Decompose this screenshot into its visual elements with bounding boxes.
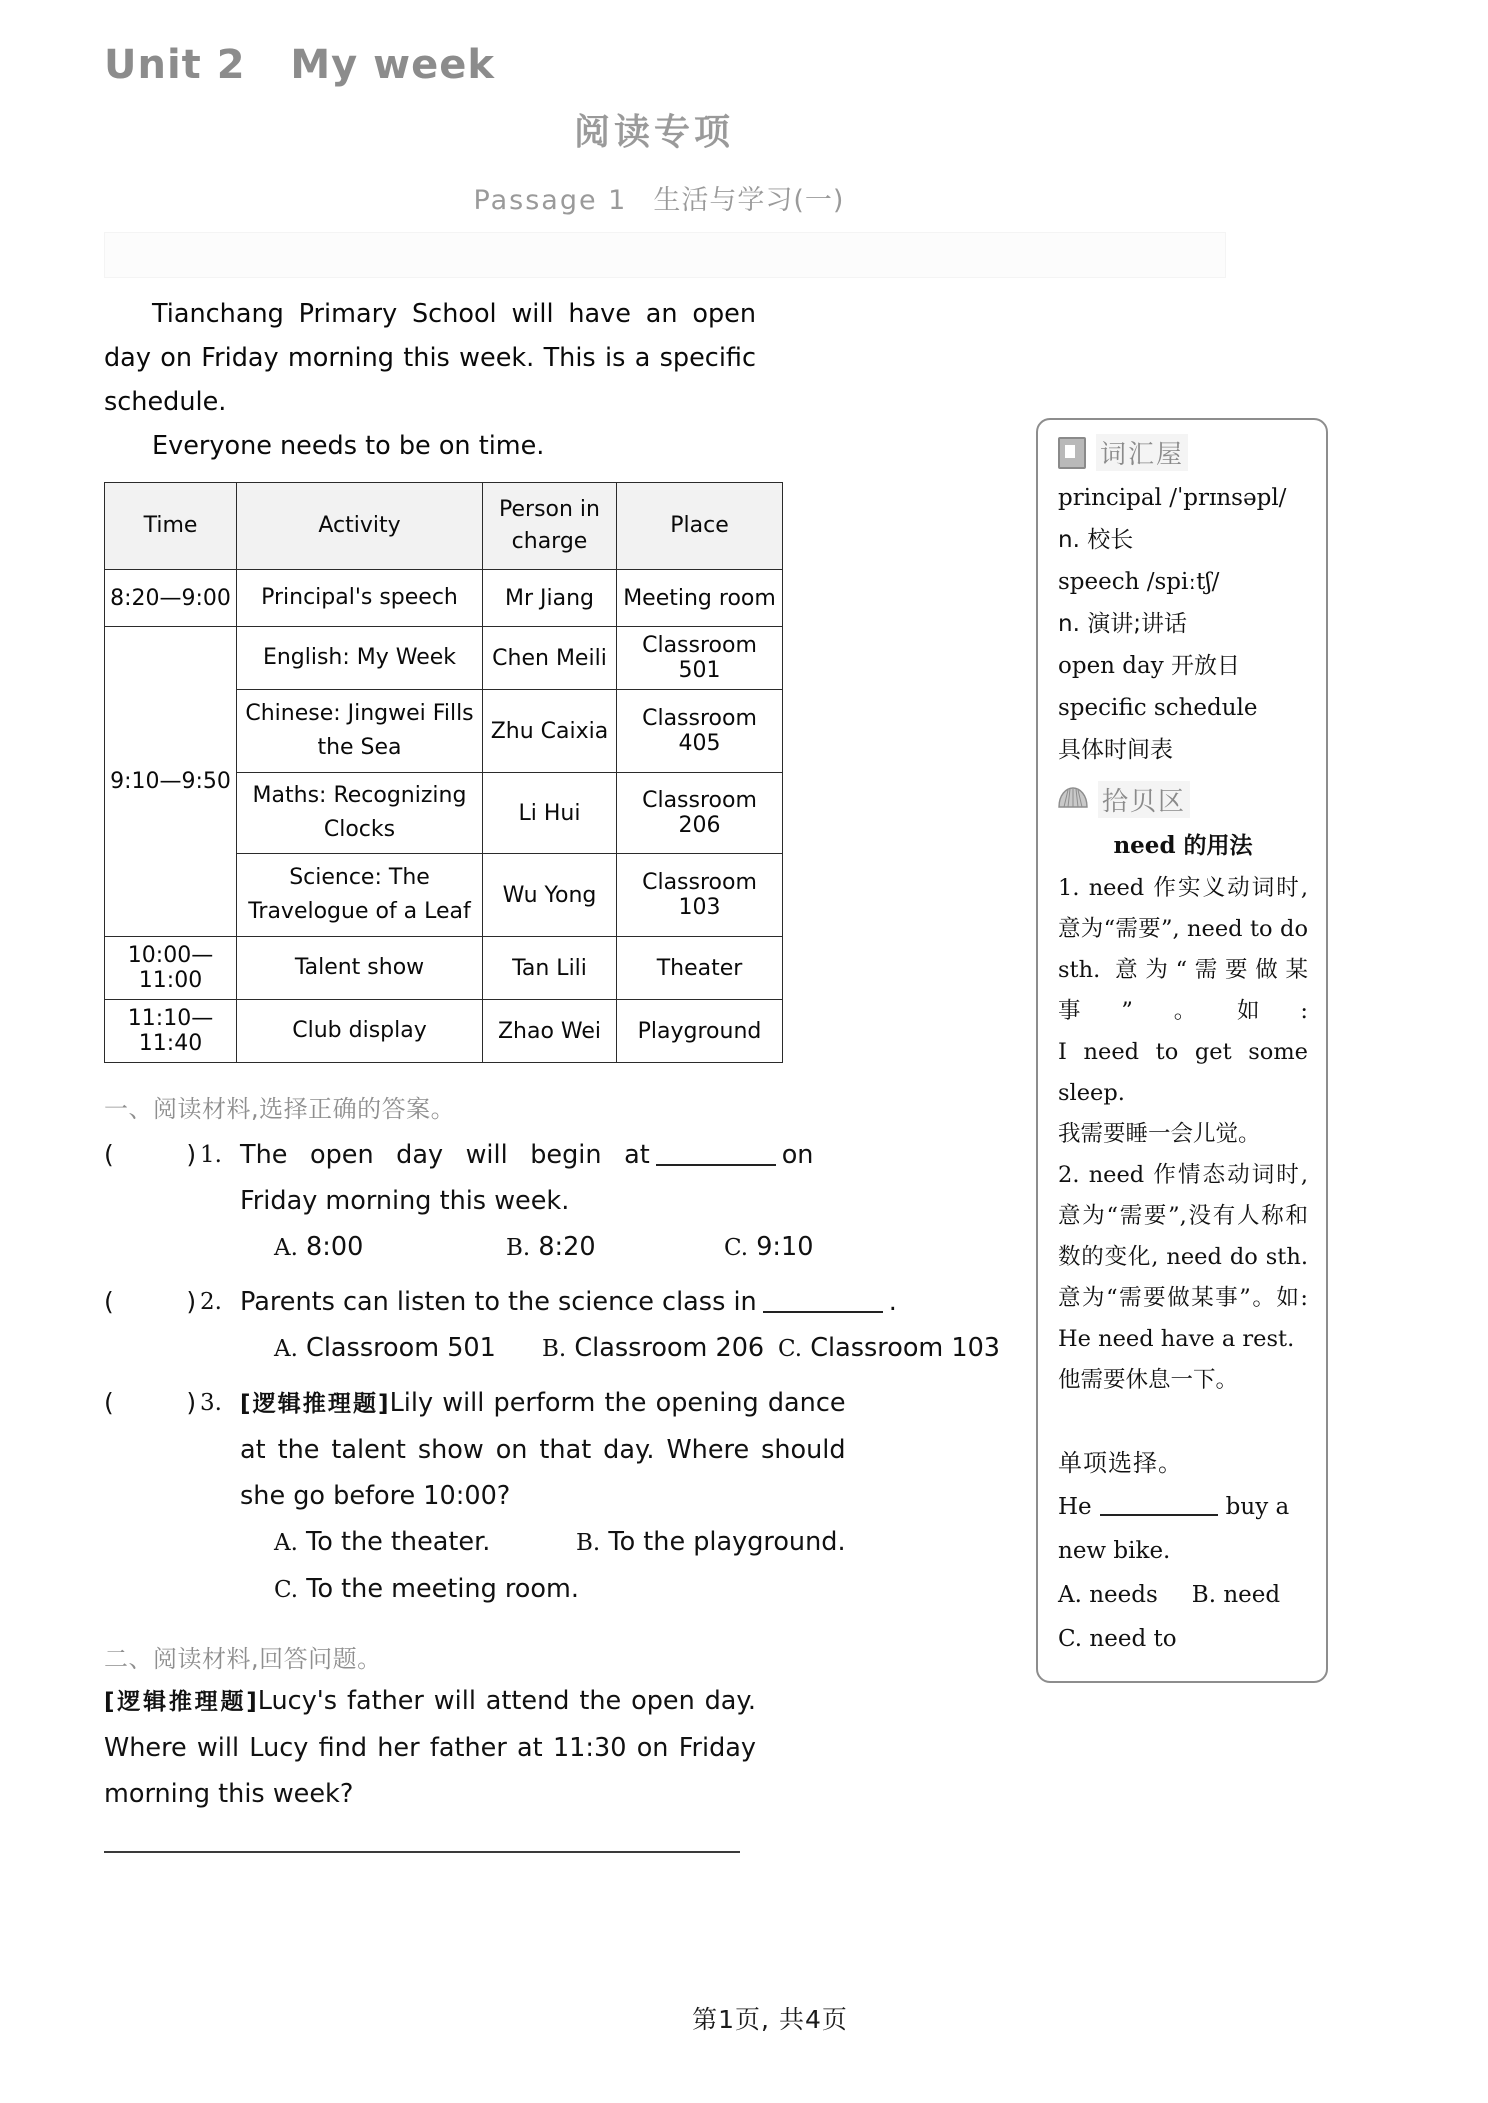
passage-label: Passage 1: [473, 185, 628, 216]
quiz-options-row-2: [1058, 1617, 1308, 1661]
part-two-question: [104, 1678, 756, 1817]
vocab-entry: principal /ˈprɪnsəpl/: [1058, 485, 1287, 511]
unit-title: Unit 2 My week: [104, 42, 495, 88]
vocab-entry: specific schedule: [1058, 695, 1258, 721]
option-2-b[interactable]: B. Classroom 206: [542, 1333, 765, 1363]
question-stem-1a: The open day will begin at: [240, 1140, 650, 1170]
cell-activity: Maths: Recognizing Clocks: [237, 773, 483, 854]
answer-blank-2[interactable]: [763, 1289, 883, 1313]
passage-subtitle: [0, 178, 1488, 217]
option-3-b[interactable]: B. To the playground.: [576, 1527, 846, 1557]
cell-person: Mr Jiang: [483, 570, 617, 627]
quiz-options-row-1: [1058, 1573, 1308, 1617]
question-body-2: [240, 1279, 1000, 1372]
vocab-entry: open day 开放日: [1058, 653, 1241, 679]
grammar-paragraph: 2. need 作情态动词时,意为“需要”,没有人称和数的变化, need do sth. 意为“需要做某事”。如:: [1058, 1162, 1308, 1311]
main-content-column: [104, 292, 1001, 1853]
section-title: 阅读专项: [573, 112, 734, 153]
grammar-box-header: [1058, 781, 1308, 818]
options-row-3b: [274, 1566, 846, 1613]
cell-time: 9:10—9:50: [105, 627, 237, 937]
option-3-c[interactable]: C. To the meeting room.: [274, 1574, 579, 1604]
cell-person: Chen Meili: [483, 627, 617, 690]
quiz-option-b[interactable]: B. need: [1191, 1582, 1281, 1608]
grammar-box-title: 拾贝区: [1098, 781, 1190, 818]
grammar-paragraph: 1. need 作实义动词时,意为“需要”, need to do sth. 意为“需要做某事”。如:: [1058, 875, 1308, 1024]
question-1: [104, 1132, 814, 1271]
question-type-tag-3: [逻辑推理题]: [240, 1391, 390, 1417]
vocab-entry: n. 校长: [1058, 527, 1134, 553]
table-row: [105, 1000, 783, 1063]
options-row-2: [274, 1325, 1000, 1372]
cell-activity: English: My Week: [237, 627, 483, 690]
cell-place: Classroom 206: [617, 773, 783, 854]
question-stem-1b: on Friday morning this week.: [240, 1140, 814, 1216]
question-number-1: 1.: [200, 1142, 222, 1168]
cell-person: Zhao Wei: [483, 1000, 617, 1063]
option-1-a[interactable]: A. 8:00: [274, 1232, 364, 1262]
quiz-stem-after: buy a new bike.: [1058, 1494, 1290, 1564]
grammar-example-cn: 我需要睡一会儿觉。: [1058, 1121, 1261, 1147]
schedule-table: [104, 482, 783, 1063]
question-2: [104, 1279, 1001, 1372]
vocab-entry: 具体时间表: [1058, 737, 1173, 763]
question-number-3: 3.: [200, 1390, 222, 1416]
cell-activity: Principal's speech: [237, 570, 483, 627]
question-3: [104, 1380, 846, 1613]
option-3-a[interactable]: A. To the theater.: [274, 1527, 491, 1557]
column-header-time: Time: [105, 483, 237, 570]
header-divider-band: [104, 232, 1226, 278]
quiz-option-c[interactable]: C. need to: [1058, 1626, 1177, 1652]
passage-topic: 生活与学习(一): [653, 185, 845, 216]
option-1-c[interactable]: C. 9:10: [724, 1232, 814, 1262]
grammar-example-en: He need have a rest.: [1058, 1326, 1295, 1352]
cell-person: Li Hui: [483, 773, 617, 854]
answer-line[interactable]: [104, 1851, 740, 1853]
spacer: [1058, 1401, 1308, 1441]
question-number-2: 2.: [200, 1289, 222, 1315]
question-stem-2b: .: [888, 1287, 897, 1317]
cell-place: Classroom 405: [617, 690, 783, 773]
cell-place: Playground: [617, 1000, 783, 1063]
column-header-place: Place: [617, 483, 783, 570]
cell-place: Theater: [617, 937, 783, 1000]
cell-person: Zhu Caixia: [483, 690, 617, 773]
quiz-question: [1058, 1485, 1308, 1573]
page-footer: 第1页, 共4页: [692, 2005, 848, 2034]
cell-person: Wu Yong: [483, 854, 617, 937]
option-1-b[interactable]: B. 8:20: [506, 1232, 596, 1262]
question-stem-2a: Parents can listen to the science class in: [240, 1287, 757, 1317]
cell-time: 11:10—11:40: [105, 1000, 237, 1063]
passage-paragraph-1: Tianchang Primary School will have an open day on Friday morning this week. This is a specific schedule.: [104, 299, 756, 417]
vocab-box-title: 词汇屋: [1096, 434, 1188, 471]
grammar-example-en: I need to get some sleep.: [1058, 1039, 1308, 1106]
sidebar-panel: [1036, 418, 1328, 1683]
cell-person: Tan Lili: [483, 937, 617, 1000]
quiz-stem-before: He: [1058, 1494, 1092, 1520]
vocab-entry-list: [1058, 477, 1308, 771]
quiz-answer-blank[interactable]: [1100, 1494, 1218, 1516]
book-icon: [1058, 437, 1086, 469]
table-row: [105, 937, 783, 1000]
cell-time: 10:00—11:00: [105, 937, 237, 1000]
answer-blank-1[interactable]: [656, 1142, 776, 1166]
table-row: [105, 570, 783, 627]
vocab-entry: speech /spiːtʃ/: [1058, 569, 1220, 595]
passage-paragraph-2: Everyone needs to be on time.: [152, 431, 545, 461]
cell-place: Meeting room: [617, 570, 783, 627]
cell-time: 8:20—9:00: [105, 570, 237, 627]
quiz-heading: 单项选择。: [1058, 1449, 1183, 1477]
cell-place: Classroom 501: [617, 627, 783, 690]
shell-icon: [1058, 787, 1088, 813]
grammar-example-cn: 他需要休息一下。: [1058, 1367, 1239, 1393]
options-row-3: [274, 1519, 846, 1566]
part-two-question-text: Lucy's father will attend the open day. Where will Lucy find her father at 11:30 on Friday morning this week?: [104, 1686, 756, 1809]
question-body-1: [240, 1132, 813, 1271]
cell-activity: Science: The Travelogue of a Leaf: [237, 854, 483, 937]
answer-bracket-1[interactable]: ( ): [104, 1140, 198, 1169]
part-one-heading: 一、阅读材料,选择正确的答案。: [104, 1095, 456, 1123]
cell-activity: Chinese: Jingwei Fills the Sea: [237, 690, 483, 773]
option-2-c[interactable]: C. Classroom 103: [778, 1333, 1001, 1363]
reading-passage: [104, 292, 756, 468]
question-body-3: [240, 1380, 846, 1613]
quiz-option-a[interactable]: A. needs: [1058, 1582, 1158, 1608]
options-row-1: [274, 1224, 813, 1271]
column-header-activity: Activity: [237, 483, 483, 570]
cell-activity: Club display: [237, 1000, 483, 1063]
question-type-tag-4: [逻辑推理题]: [104, 1689, 258, 1715]
answer-bracket-2[interactable]: ( ): [104, 1287, 198, 1316]
part-two-heading: 二、阅读材料,回答问题。: [104, 1645, 382, 1673]
vocab-box-header: [1058, 434, 1308, 471]
vocab-entry: n. 演讲;讲话: [1058, 611, 1187, 637]
option-2-a[interactable]: A. Classroom 501: [274, 1333, 496, 1363]
cell-place: Classroom 103: [617, 854, 783, 937]
table-row: [105, 627, 783, 690]
cell-activity: Talent show: [237, 937, 483, 1000]
grammar-heading: need 的用法: [1113, 832, 1253, 859]
answer-bracket-3[interactable]: ( ): [104, 1388, 198, 1417]
question-stem-3: Lily will perform the opening dance at the talent show on that day. Where should she go before 10:00?: [240, 1388, 846, 1511]
table-header-row: [105, 483, 783, 570]
column-header-person: Person in charge: [483, 483, 617, 570]
